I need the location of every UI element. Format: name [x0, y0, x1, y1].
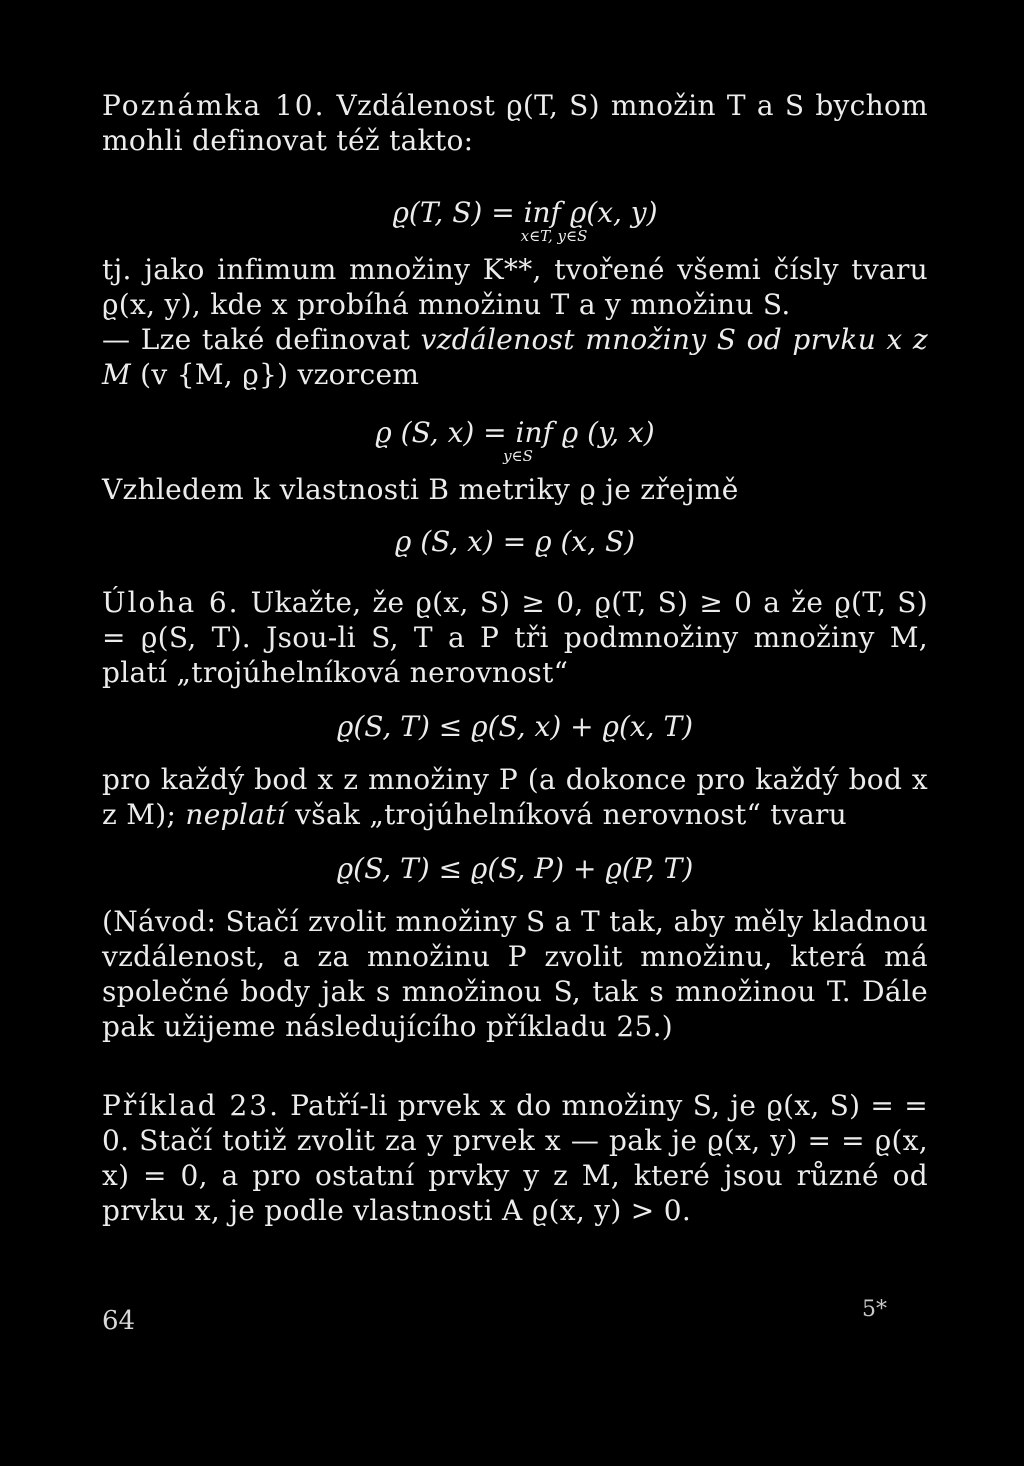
- formula-false-triangle-inequality: ϱ(S, T) ≤ ϱ(S, P) + ϱ(P, T): [336, 852, 694, 885]
- remark-text3-end: (v {M, ϱ}) vzorcem: [130, 358, 420, 391]
- page-number: 64: [102, 1306, 136, 1336]
- exercise-paragraph: [102, 585, 928, 690]
- formula-distance-set-point: ϱ (S, x) = inf ϱ (y, x): [375, 416, 655, 449]
- formula-distance-sets-subscript: x∈T, y∈S: [520, 227, 588, 245]
- exercise-text-2: [102, 762, 928, 832]
- example-heading: Příklad 23.: [102, 1089, 280, 1122]
- remark-text-symmetry: Vzhledem k vlastnosti B metriky ϱ je zřejmě: [102, 473, 739, 506]
- page-content: [102, 88, 928, 1228]
- remark-text-point-distance: [102, 322, 928, 392]
- formula-distance-set-point-subscript: y∈S: [503, 447, 533, 465]
- formula-distance-sets: ϱ(T, S) = inf ϱ(x, y): [392, 196, 658, 229]
- remark-text3-emphasis: vzdálenost množiny S od prvku x z M: [102, 323, 928, 391]
- exercise-text2-emphasis: neplatí: [185, 798, 286, 831]
- remark-text-infimum: tj. jako infimum množiny K**, tvořené všemi čísly tvaru ϱ(x, y), kde x probíhá množinu T a y množinu S.: [102, 253, 928, 321]
- remark-paragraph: [102, 88, 928, 158]
- exercise-hint: (Návod: Stačí zvolit množiny S a T tak, aby měly kladnou vzdálenost, a za množinu P zvolit množinu, která má společné body jak s množinou S, tak s množinou T. Dále pak užijeme následujícího příkladu 25.): [102, 905, 928, 1043]
- remark-text3-start: — Lze také definovat: [102, 323, 421, 356]
- exercise-text2-end: však „trojúhelníková nerovnost“ tvaru: [285, 798, 847, 831]
- formula-symmetry: ϱ (S, x) = ϱ (x, S): [394, 525, 636, 558]
- exercise-heading: Úloha 6.: [102, 586, 240, 619]
- exercise-text: Ukažte, že ϱ(x, S) ≥ 0, ϱ(T, S) ≥ 0 a že ϱ(T, S) = ϱ(S, T). Jsou-li S, T a P tři podmnožiny množiny M, platí „trojúhelníková nerovnost“: [102, 586, 928, 689]
- formula-triangle-inequality: ϱ(S, T) ≤ ϱ(S, x) + ϱ(x, T): [336, 710, 694, 743]
- example-text: Patří-li prvek x do množiny S, je ϱ(x, S) = = 0. Stačí totiž zvolit za y prvek x — pak je ϱ(x, y) = = ϱ(x, x) = 0, a pro ostatní prvky y z M, které jsou různé od prvku x, je podle vlastnosti A ϱ(x, y) > 0.: [102, 1089, 928, 1227]
- exercise-text2-start: pro každý bod x z množiny P (a dokonce pro každý bod x z M);: [102, 763, 928, 831]
- example-paragraph: [102, 1088, 928, 1228]
- remark-text: Vzdálenost ϱ(T, S) množin T a S bychom mohli definovat též takto:: [102, 89, 928, 157]
- remark-heading: Poznámka 10.: [102, 89, 326, 122]
- signature-mark: 5*: [862, 1297, 887, 1322]
